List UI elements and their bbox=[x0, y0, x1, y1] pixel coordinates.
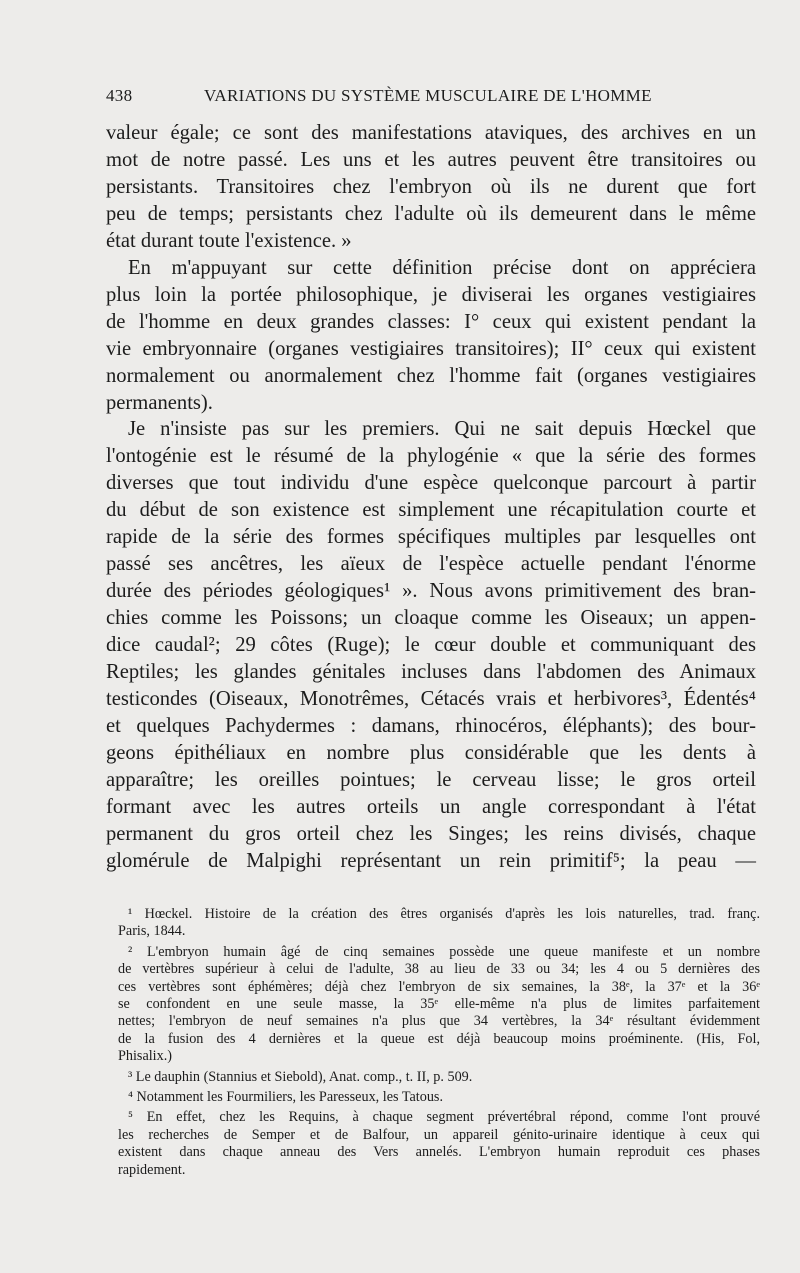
footnote-line: ² L'embryon humain âgé de cinq semaines possède une queue manifeste et un nombre bbox=[128, 943, 760, 960]
footnote-line: ⁵ En effet, chez les Requins, à chaque segment prévertébral répond, comme l'ont prouvé bbox=[128, 1109, 760, 1126]
body-line: geons épithéliaux en nombre plus considérable que les dents à bbox=[106, 741, 756, 764]
footnote-line: rapidement. bbox=[118, 1161, 186, 1178]
body-line: Je n'insiste pas sur les premiers. Qui ne sait depuis Hœckel que bbox=[128, 418, 756, 441]
page-number: 438 bbox=[106, 86, 133, 105]
footnote-line: ¹ Hœckel. Histoire de la création des êtres organisés d'après les lois naturelles, trad. franç. bbox=[128, 906, 760, 922]
body-line: normalement ou anormalement chez l'homme fait (organes vestigiaires bbox=[106, 364, 756, 387]
body-line: testicondes (Oiseaux, Monotrêmes, Cétacés vrais et herbivores³, Édentés⁴ bbox=[106, 688, 756, 711]
body-line: Reptiles; les glandes génitales incluses dans l'abdomen des Animaux bbox=[106, 661, 756, 684]
body-line: permanent du gros orteil chez les Singes; les reins divisés, chaque bbox=[106, 822, 756, 845]
footnote-line: existent dans chaque anneau des Vers annelés. L'embryon humain reproduit ces phases bbox=[118, 1144, 760, 1161]
footnotes bbox=[118, 906, 760, 1179]
footnote-line: les recherches de Semper et de Balfour, un appareil génito-urinaire identique à ceux qui bbox=[118, 1126, 760, 1143]
body-line: passé ses ancêtres, les aïeux de l'espèce actuelle pendant l'énorme bbox=[106, 553, 756, 576]
footnote-line: nettes; l'embryon de neuf semaines n'a plus que 34 vertèbres, la 34ᵉ résultant évidemment bbox=[118, 1013, 760, 1030]
body-line: l'ontogénie est le résumé de la phylogénie « que la série des formes bbox=[106, 445, 756, 468]
footnote-line: ces vertèbres sont éphémères; déjà chez l'embryon de six semaines, la 38ᵉ, la 37ᵉ et la 36ᵉ bbox=[118, 978, 760, 995]
body-line: apparaître; les oreilles pointues; le cerveau lisse; le gros orteil bbox=[106, 768, 756, 791]
body-line: durée des périodes géologiques¹ ». Nous avons primitivement des bran- bbox=[106, 580, 756, 603]
body-line: rapide de la série des formes spécifiques multiples par lesquelles ont bbox=[106, 526, 756, 549]
body-line: glomérule de Malpighi représentant un rein primitif⁵; la peau — bbox=[106, 849, 756, 872]
body-line: En m'appuyant sur cette définition précise dont on appréciera bbox=[128, 256, 756, 279]
footnote-line: ³ Le dauphin (Stannius et Siebold), Anat. comp., t. II, p. 509. bbox=[128, 1068, 473, 1085]
running-title: VARIATIONS DU SYSTÈME MUSCULAIRE DE L'HOMME bbox=[204, 86, 652, 105]
running-header bbox=[106, 86, 760, 110]
body-line: persistants. Transitoires chez l'embryon où ils ne durent que fort bbox=[106, 175, 756, 198]
footnote-line: Paris, 1844. bbox=[118, 923, 186, 940]
body-line: chies comme les Poissons; un cloaque comme les Oiseaux; un appen- bbox=[106, 607, 756, 630]
footnote-line: de vertèbres supérieur à celui de l'adulte, 38 au lieu de 33 ou 34; les 4 ou 5 dernières des bbox=[118, 961, 760, 978]
body-line: de l'homme en deux grandes classes: I° ceux qui existent pendant la bbox=[106, 310, 756, 333]
body-line: formant avec les autres orteils un angle correspondant à l'état bbox=[106, 795, 756, 818]
body-line: permanents). bbox=[106, 391, 213, 414]
footnote-line: de la fusion des 4 dernières et la queue est déjà beaucoup moins proéminente. (His, Fol, bbox=[118, 1030, 760, 1047]
main-text bbox=[106, 120, 756, 875]
body-line: et quelques Pachydermes : damans, rhinocéros, éléphants); des bour- bbox=[106, 714, 756, 737]
body-line: état durant toute l'existence. » bbox=[106, 229, 352, 252]
body-line: du début de son existence est simplement une récapitulation courte et bbox=[106, 499, 756, 522]
body-line: peu de temps; persistants chez l'adulte où ils demeurent dans le même bbox=[106, 202, 756, 225]
footnote-line: Phisalix.) bbox=[118, 1048, 172, 1065]
body-line: valeur égale; ce sont des manifestations ataviques, des archives en un bbox=[106, 122, 756, 144]
body-line: mot de notre passé. Les uns et les autres peuvent être transitoires ou bbox=[106, 148, 756, 171]
body-line: vie embryonnaire (organes vestigiaires transitoires); II° ceux qui existent bbox=[106, 337, 756, 360]
footnote-line: se confondent en une seule masse, la 35ᵉ elle-même n'a plus de limites parfaitement bbox=[118, 996, 760, 1013]
body-line: diverses que tout individu d'une espèce quelconque parcourt à partir bbox=[106, 472, 756, 495]
body-line: dice caudal²; 29 côtes (Ruge); le cœur double et communiquant des bbox=[106, 634, 756, 657]
footnote-line: ⁴ Notamment les Fourmiliers, les Paresseux, les Tatous. bbox=[128, 1089, 443, 1106]
body-line: plus loin la portée philosophique, je diviserai les organes vestigiaires bbox=[106, 283, 756, 306]
